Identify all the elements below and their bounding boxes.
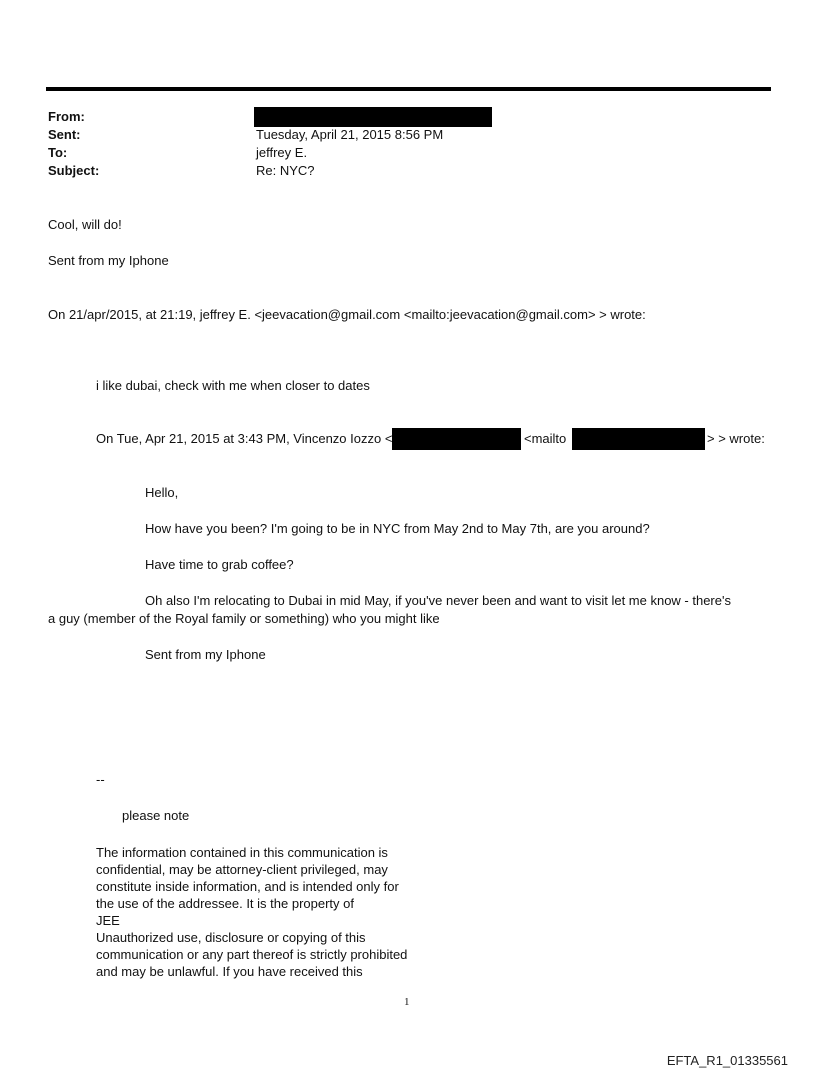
quote2-line2: Have time to grab coffee? bbox=[145, 557, 294, 572]
redacted-from-address bbox=[254, 107, 492, 127]
quote1-header: On 21/apr/2015, at 21:19, jeffrey E. <jeevacation@gmail.com <mailto:jeevacation@gmail.com> > wrote: bbox=[48, 307, 646, 322]
disclaimer-line: the use of the addressee. It is the property of bbox=[96, 896, 354, 911]
quote1-text: i like dubai, check with me when closer to dates bbox=[96, 378, 370, 393]
quote2-signature: Sent from my Iphone bbox=[145, 647, 266, 662]
disclaimer-line: communication or any part thereof is strictly prohibited bbox=[96, 947, 408, 962]
header-divider bbox=[46, 87, 771, 91]
sent-value: Tuesday, April 21, 2015 8:56 PM bbox=[256, 127, 444, 142]
to-value: jeffrey E. bbox=[256, 145, 308, 160]
disclaimer-line: JEE bbox=[96, 913, 120, 928]
subject-label: Subject: bbox=[48, 163, 100, 178]
page-number: 1 bbox=[404, 996, 410, 1008]
disclaimer-line: Unauthorized use, disclosure or copying of this bbox=[96, 930, 366, 945]
sent-label: Sent: bbox=[48, 127, 81, 142]
disclaimer-line: constitute inside information, and is intended only for bbox=[96, 879, 399, 894]
quote2-header-mailto: <mailto bbox=[524, 431, 567, 446]
quote2-header-start: On Tue, Apr 21, 2015 at 3:43 PM, Vincenzo Iozzo < bbox=[96, 431, 393, 446]
quote2-line1: How have you been? I'm going to be in NYC from May 2nd to May 7th, are you around? bbox=[145, 521, 650, 536]
disclaimer-line: confidential, may be attorney-client privileged, may bbox=[96, 862, 388, 877]
quote2-header-end: > > wrote: bbox=[707, 431, 765, 446]
signature-separator: -- bbox=[96, 772, 105, 787]
redacted-email-address bbox=[392, 428, 521, 450]
reply-signature: Sent from my Iphone bbox=[48, 253, 169, 268]
subject-value: Re: NYC? bbox=[256, 163, 315, 178]
quote2-line3-a: Oh also I'm relocating to Dubai in mid May, if you've never been and want to visit let me know - there's bbox=[145, 593, 731, 608]
document-id: EFTA_R1_01335561 bbox=[666, 1053, 788, 1068]
disclaimer bbox=[96, 844, 456, 980]
from-label: From: bbox=[48, 109, 85, 124]
reply-text: Cool, will do! bbox=[48, 217, 122, 232]
to-label: To: bbox=[48, 145, 68, 160]
quote2-greeting: Hello, bbox=[145, 485, 179, 500]
disclaimer-line: The information contained in this communication is bbox=[96, 845, 388, 860]
note-title: please note bbox=[122, 808, 190, 823]
quote2-line3-b: a guy (member of the Royal family or something) who you might like bbox=[48, 611, 440, 626]
redacted-mailto-address bbox=[572, 428, 705, 450]
disclaimer-line: and may be unlawful. If you have received this bbox=[96, 964, 363, 979]
